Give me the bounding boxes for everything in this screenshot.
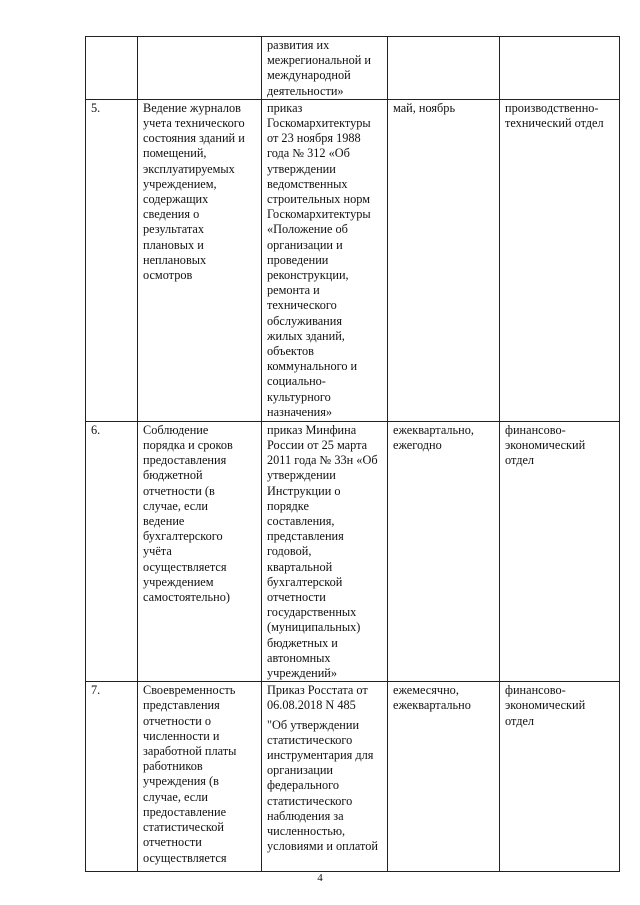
table-row [86, 421, 620, 681]
row-number-cell: 7. [86, 682, 138, 872]
basis-cell: развития их межрегиональной и международной деятельности» [262, 37, 388, 100]
period-cell [388, 37, 500, 100]
basis-cell: приказ Минфина России от 25 марта 2011 года № 33н «Об утверждении Инструкции о порядке составления, представления годовой, квартальной бухгалтерской отчетности государственных (муниципальных) бюджетных и автономных учреждений» [262, 421, 388, 681]
responsible-cell [500, 37, 620, 100]
responsible-cell: производственно- технический отдел [500, 99, 620, 421]
page-number: 4 [317, 872, 323, 884]
responsible-cell: финансово- экономический отдел [500, 421, 620, 681]
activity-cell: Своевременность представления отчетности о численности и заработной платы работников учреждения (в случае, если предоставление статистической отчетности осуществляется [138, 682, 262, 872]
basis-order-ref: Приказ Росстата от 06.08.2018 N 485 [267, 683, 368, 713]
activity-cell [138, 37, 262, 100]
table-row [86, 682, 620, 872]
responsible-cell: финансово- экономический отдел [500, 682, 620, 872]
basis-cell [262, 682, 388, 872]
control-activities-table [85, 36, 620, 872]
activity-cell: Ведение журналов учета технического состояния зданий и помещений, эксплуатируемых учреждением, содержащих сведения о результатах плановых и неплановых осмотров [138, 99, 262, 421]
row-number-cell [86, 37, 138, 100]
period-cell: ежемесячно, ежеквартально [388, 682, 500, 872]
row-number-cell: 6. [86, 421, 138, 681]
period-cell: май, ноябрь [388, 99, 500, 421]
table-row [86, 99, 620, 421]
table-row [86, 37, 620, 100]
activity-cell: Соблюдение порядка и сроков предоставления бюджетной отчетности (в случае, если ведение бухгалтерского учёта осуществляется учреждением самостоятельно) [138, 421, 262, 681]
row-number-cell: 5. [86, 99, 138, 421]
basis-order-title: "Об утверждении статистического инструментария для организации федерального статистического наблюдения за численностью, условиями и оплатой [267, 717, 378, 854]
basis-cell: приказ Госкомархитектуры от 23 ноября 1988 года № 312 «Об утверждении ведомственных строительных норм Госкомархитектуры «Положение об организации и проведении реконструкции, ремонта и технического обслуживания жилых зданий, объектов коммунального и социально- культурного назначения» [262, 99, 388, 421]
period-cell: ежеквартально, ежегодно [388, 421, 500, 681]
